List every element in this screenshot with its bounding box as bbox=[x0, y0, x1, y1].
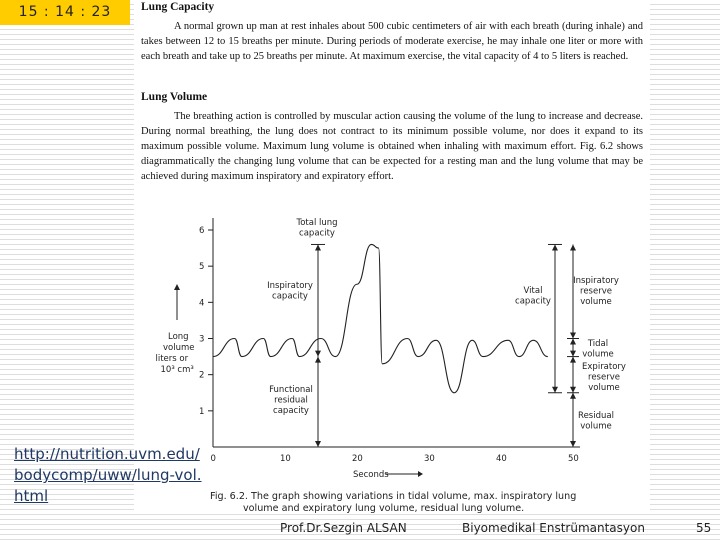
x-tick-label: 40 bbox=[496, 454, 507, 464]
page-number: 55 bbox=[696, 521, 712, 535]
label-expiratory-reserve-volume: volume bbox=[588, 383, 620, 393]
x-tick-label: 50 bbox=[568, 454, 579, 464]
y-tick-label: 2 bbox=[199, 370, 205, 381]
caption-line-1: Fig. 6.2. The graph showing variations in tidal volume, max. inspiratory lung bbox=[210, 491, 577, 502]
arrow-icon bbox=[570, 441, 576, 447]
arrow-icon bbox=[570, 357, 576, 363]
arrow-icon bbox=[570, 351, 576, 357]
label-functional-residual-capacity: Functional bbox=[269, 385, 313, 395]
x-tick-label: 20 bbox=[352, 454, 363, 464]
heading-lung-capacity: Lung Capacity bbox=[141, 1, 215, 13]
footer-author: Prof.Dr.Sezgin ALSAN bbox=[280, 521, 407, 535]
y-tick-label: 6 bbox=[199, 226, 205, 236]
y-tick-label: 4 bbox=[199, 298, 205, 309]
y-axis-label: volume bbox=[163, 343, 195, 353]
arrow-icon bbox=[570, 393, 576, 399]
x-axis-label: Seconds bbox=[353, 470, 389, 480]
arrow-icon bbox=[570, 333, 576, 339]
arrow-icon bbox=[315, 351, 321, 357]
source-link[interactable]: http://nutrition.uvm.edu/bodycomp/uww/lung-vol.html bbox=[14, 445, 202, 505]
arrow-icon bbox=[315, 244, 321, 250]
x-tick-label: 30 bbox=[424, 454, 435, 464]
y-axis-label: liters or bbox=[155, 354, 189, 364]
clock: 15 : 14 : 23 bbox=[0, 0, 130, 25]
arrow-icon bbox=[174, 284, 180, 290]
paragraph-lung-volume: The breathing action is controlled by muscular action causing the volume of the lung to increase and decrease. During normal breathing, the lung does not contract to its minimum possible volume, nor does it expand to its maximum possible volume. Maximum lung volume is obtained when inhaling with maximum effort. Fig. 6.2 shows diagrammatically the changing lung volume that can be expected for a resting man and the lung volume that may be achieved during maximum inspiratory and expiratory effort. bbox=[141, 111, 643, 182]
arrow-icon bbox=[552, 387, 558, 393]
y-axis-label: Long bbox=[168, 332, 189, 342]
label-expiratory-reserve-volume: Expiratory bbox=[582, 362, 626, 372]
x-tick-label: 10 bbox=[280, 454, 291, 464]
arrow-icon bbox=[570, 339, 576, 345]
arrow-icon bbox=[315, 357, 321, 363]
footer-course: Biyomedikal Enstrümantasyon bbox=[462, 521, 645, 535]
label-vital-capacity: Vital bbox=[523, 286, 543, 296]
label-inspiratory-reserve-volume: Inspiratory bbox=[573, 276, 619, 286]
arrow-icon bbox=[315, 441, 321, 447]
label-tidal-volume: volume bbox=[582, 349, 614, 360]
label-vital-capacity: capacity bbox=[515, 296, 551, 307]
caption-line-2: volume and expiratory lung volume, residual lung volume. bbox=[243, 503, 525, 514]
arrow-icon bbox=[418, 471, 423, 477]
label-inspiratory-capacity: Inspiratory bbox=[267, 281, 313, 291]
label-expiratory-reserve-volume: reserve bbox=[588, 372, 620, 383]
y-tick-label: 5 bbox=[199, 262, 205, 273]
y-tick-label: 3 bbox=[199, 334, 205, 345]
label-total-lung-capacity: capacity bbox=[299, 228, 335, 239]
label-total-lung-capacity: Total lung bbox=[296, 218, 338, 228]
y-tick-label: 1 bbox=[199, 406, 205, 417]
label-functional-residual-capacity: capacity bbox=[273, 406, 309, 416]
label-inspiratory-reserve-volume: reserve bbox=[580, 286, 612, 297]
label-inspiratory-reserve-volume: volume bbox=[580, 297, 612, 307]
arrow-icon bbox=[552, 244, 558, 250]
x-tick-label: 0 bbox=[210, 454, 216, 464]
arrow-icon bbox=[570, 244, 576, 250]
paragraph-lung-capacity: A normal grown up man at rest inhales about 500 cubic centimeters of air with each breath (during inhale) and takes between 12 to 15 breaths per minute. During periods of moderate exercise, he may inhale one liter or more with each breath and take up to 25 breaths per minute. At maximum exercise, the vital capacity of 4 to 5 liters is reached. bbox=[141, 21, 643, 62]
label-residual-volume: volume bbox=[580, 421, 612, 432]
label-residual-volume: Residual bbox=[578, 411, 614, 421]
heading-lung-volume: Lung Volume bbox=[141, 91, 208, 103]
y-axis-label: 10³ cm³ bbox=[160, 365, 194, 375]
lung-volume-curve bbox=[213, 244, 548, 392]
label-inspiratory-capacity: capacity bbox=[272, 291, 308, 302]
label-functional-residual-capacity: residual bbox=[274, 395, 308, 406]
figure-caption bbox=[210, 491, 576, 515]
arrow-icon bbox=[570, 387, 576, 393]
label-tidal-volume: Tidal bbox=[587, 339, 609, 349]
